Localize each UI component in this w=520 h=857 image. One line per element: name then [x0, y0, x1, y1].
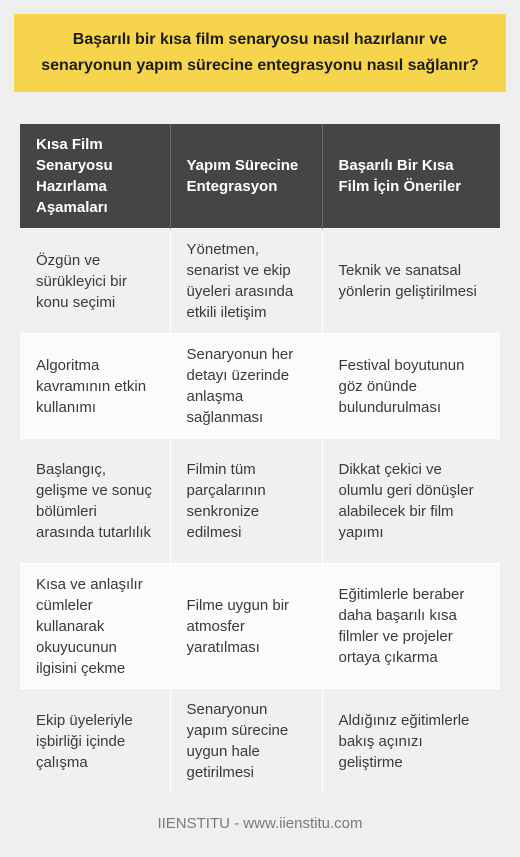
table-row	[20, 564, 500, 689]
table-cell: Teknik ve sanatsal yönlerin geliştirilmesi	[322, 229, 500, 334]
table-cell: Başlangıç, gelişme ve sonuç bölümleri arasında tutarlılık	[20, 439, 170, 564]
column-header-production-integration: Yapım Sürecine Entegrasyon	[170, 124, 322, 229]
table-cell: Ekip üyeleriyle işbirliği içinde çalışma	[20, 689, 170, 794]
table-cell: Kısa ve anlaşılır cümleler kullanarak okuyucunun ilgisini çekme	[20, 564, 170, 689]
table-cell: Senaryonun her detayı üzerinde anlaşma sağlanması	[170, 334, 322, 439]
footer-credit: IIENSTITU - www.iienstitu.com	[157, 815, 363, 832]
table-cell: Festival boyutunun göz önünde bulundurulması	[322, 334, 500, 439]
table-header-row	[20, 124, 500, 229]
table-cell: Algoritma kavramının etkin kullanımı	[20, 334, 170, 439]
table-cell: Eğitimlerle beraber daha başarılı kısa filmler ve projeler ortaya çıkarma	[322, 564, 500, 689]
table-cell: Özgün ve sürükleyici bir konu seçimi	[20, 229, 170, 334]
table-cell: Aldığınız eğitimlerle bakış açınızı geliştirme	[322, 689, 500, 794]
table-row	[20, 334, 500, 439]
table-cell: Dikkat çekici ve olumlu geri dönüşler alabilecek bir film yapımı	[322, 439, 500, 564]
table-cell: Filme uygun bir atmosfer yaratılması	[170, 564, 322, 689]
column-header-recommendations: Başarılı Bir Kısa Film İçin Öneriler	[322, 124, 500, 229]
title-banner	[14, 14, 506, 92]
comparison-table-container	[20, 124, 500, 793]
comparison-table	[20, 124, 500, 793]
page-title: Başarılı bir kısa film senaryosu nasıl hazırlanır ve senaryonun yapım sürecine entegrasyonu nasıl sağlanır?	[41, 31, 479, 74]
table-row	[20, 439, 500, 564]
table-cell: Filmin tüm parçalarının senkronize edilmesi	[170, 439, 322, 564]
table-cell: Yönetmen, senarist ve ekip üyeleri arasında etkili iletişim	[170, 229, 322, 334]
table-row	[20, 689, 500, 794]
column-header-screenplay-stages: Kısa Film Senaryosu Hazırlama Aşamaları	[20, 124, 170, 229]
table-row	[20, 229, 500, 334]
table-cell: Senaryonun yapım sürecine uygun hale getirilmesi	[170, 689, 322, 794]
